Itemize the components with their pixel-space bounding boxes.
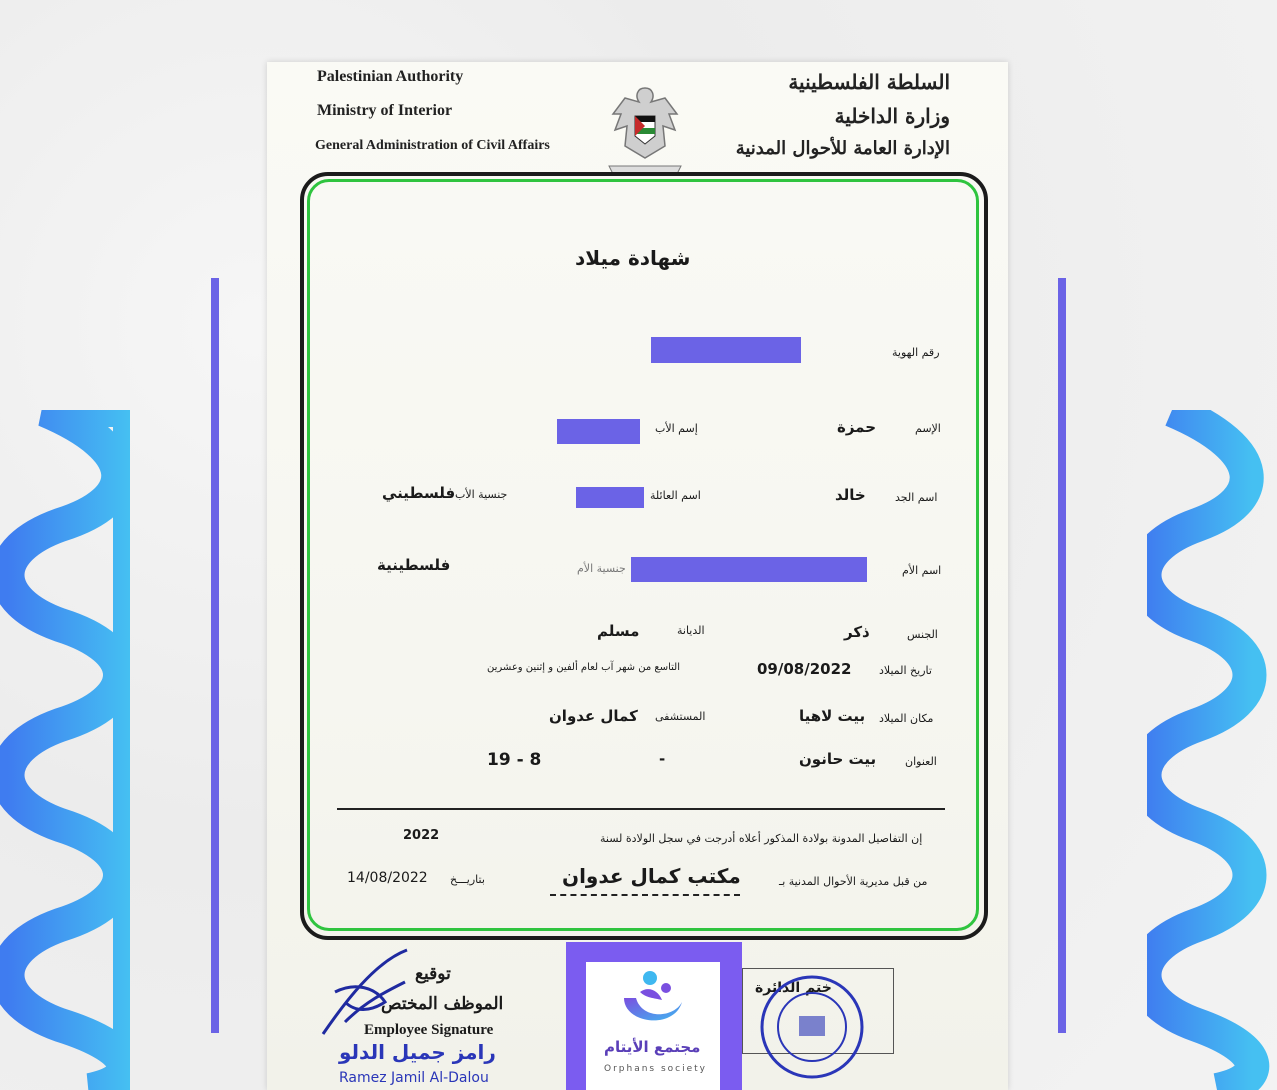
signature-ar-label: توقيع (415, 964, 451, 984)
issue-date: 14/08/2022 (347, 870, 428, 886)
official-stamp-seal (757, 972, 867, 1082)
dob-label: تاريخ الميلاد (879, 664, 932, 677)
orphans-society-logo-card (566, 942, 742, 1090)
address-dash: - (659, 750, 666, 768)
redacted-family-name (576, 487, 644, 508)
right-accent-bar (1058, 278, 1066, 1033)
hospital-label: المستشفى (655, 710, 706, 723)
office-underline (550, 894, 740, 896)
header-ar-authority: السلطة الفلسطينية (788, 70, 950, 94)
name-value: حمزة (837, 418, 877, 436)
dob-words: التاسع من شهر آب لعام ألفين و إثنين وعشرين (487, 662, 680, 673)
stamp-label: ختم الدائرة (755, 980, 832, 996)
employee-name-ar: رامز جميل الدلو (339, 1040, 496, 1064)
certificate-title: شهادة ميلاد (575, 246, 691, 270)
divider-line (337, 808, 945, 810)
father-label: إسم الأب (655, 422, 698, 435)
header-ar-ministry: وزارة الداخلية (834, 104, 950, 128)
employee-ar-label: الموظف المختص (381, 994, 504, 1014)
right-wave-decoration (1147, 410, 1277, 1090)
family-label: اسم العائلة (650, 489, 701, 502)
mother-nationality-value: فلسطينية (377, 556, 451, 574)
redacted-father-name (557, 419, 640, 444)
header-ar-administration: الإدارة العامة للأحوال المدنية (735, 138, 950, 159)
religion-value: مسلم (597, 622, 640, 640)
logo-text-en: Orphans society (604, 1064, 708, 1074)
hospital-value: كمال عدوان (549, 707, 638, 725)
father-nationality-value: فلسطيني (382, 484, 456, 502)
logo-text-ar: مجتمع الأيتام (604, 1038, 701, 1056)
birth-certificate (267, 62, 1008, 1090)
registration-year: 2022 (403, 828, 440, 843)
mother-nationality-label: جنسية الأم (577, 562, 626, 575)
grandfather-value: خالد (835, 486, 866, 504)
office-name: مكتب كمال عدوان (562, 864, 741, 888)
eagle-emblem-icon (605, 80, 685, 180)
header-en-ministry: Ministry of Interior (317, 102, 453, 119)
address-number: 19 - 8 (487, 750, 542, 770)
by-directorate-label: من قبل مديرية الأحوال المدنية بـ (779, 875, 928, 888)
orphans-society-logo-icon (618, 968, 688, 1032)
redacted-id (651, 337, 801, 363)
dob-value: 09/08/2022 (757, 660, 852, 678)
religion-label: الديانة (677, 624, 705, 637)
father-nationality-label: جنسية الأب (455, 488, 508, 501)
date-label: بتاريـــخ (450, 873, 485, 886)
address-value: بيت حانون (799, 750, 877, 768)
grandfather-label: اسم الجد (895, 491, 938, 504)
logo-inner (586, 962, 720, 1090)
handwritten-signature (315, 942, 415, 1042)
name-label: الإسم (915, 422, 941, 435)
pob-label: مكان الميلاد (879, 712, 934, 725)
employee-signature-label: Employee Signature (364, 1022, 494, 1038)
header-en-authority: Palestinian Authority (317, 68, 464, 85)
left-wave-decoration (0, 410, 130, 1090)
gender-value: ذكر (844, 623, 870, 641)
mother-label: اسم الأم (902, 564, 942, 577)
id-label: رقم الهوية (892, 346, 940, 359)
employee-name-en: Ramez Jamil Al-Dalou (339, 1070, 489, 1086)
gender-label: الجنس (907, 628, 938, 641)
registration-statement: إن التفاصيل المدونة بولادة المذكور أعلاه أدرجت في سجل الولادة لسنة (600, 832, 923, 845)
inner-green-frame (307, 179, 979, 931)
address-label: العنوان (905, 755, 937, 768)
left-accent-bar (211, 278, 219, 1033)
pob-value: بيت لاهيا (799, 707, 866, 725)
redacted-mother-name (631, 557, 867, 582)
header-en-administration: General Administration of Civil Affairs (315, 138, 550, 153)
